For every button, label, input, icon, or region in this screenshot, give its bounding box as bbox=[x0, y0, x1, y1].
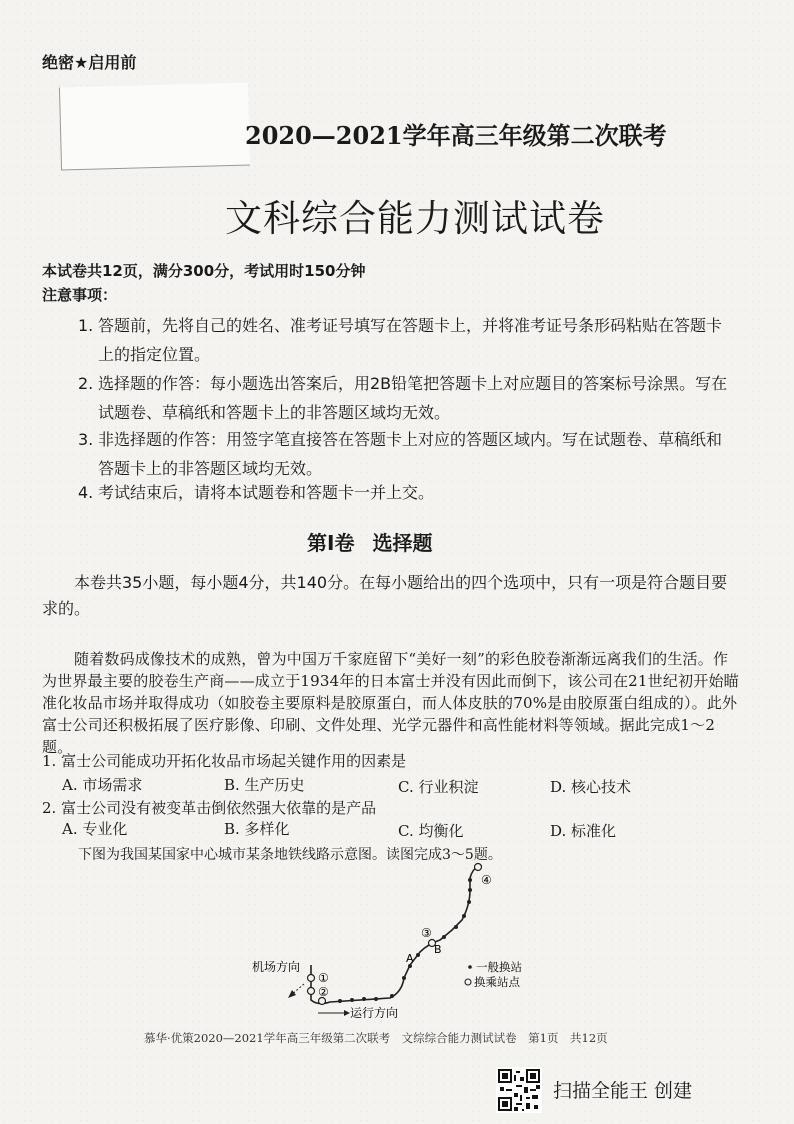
option-a: A. 专业化 bbox=[62, 820, 128, 838]
airport-direction-label: 机场方向 bbox=[252, 960, 301, 974]
option-c: C. 行业积淀 bbox=[398, 778, 479, 796]
legend-transfer-circle bbox=[465, 979, 471, 985]
station-a-label: A bbox=[406, 952, 414, 965]
arrow-head-icon bbox=[288, 990, 296, 998]
option-d: D. 核心技术 bbox=[550, 778, 632, 796]
question-stem: 1. 富士公司能成功开拓化妆品市场起关键作用的因素是 bbox=[42, 752, 407, 770]
legend-transfer-label: 换乘站点 bbox=[474, 975, 520, 989]
option-b: B. 多样化 bbox=[224, 820, 290, 838]
notice-text: 非选择题的作答：用签字笔直接答在答题卡上对应的答题区域内。写在试题卷、草稿纸和答题卡上的非答题区域均无效。 bbox=[98, 430, 723, 478]
notice-text: 选择题的作答：每小题选出答案后，用2B铅笔把答题卡上对应题目的答案标号涂黑。写在试题卷、草稿纸和答题卡上的非答题区域均无效。 bbox=[98, 374, 728, 422]
station-1-label: ① bbox=[318, 971, 329, 985]
section-part: 第Ⅰ卷 bbox=[307, 531, 355, 555]
metro-route-line bbox=[311, 866, 482, 1004]
secret-label: 绝密★启用前 bbox=[42, 53, 137, 72]
section-intro: 本卷共35小题，每小题4分，共140分。在每小题给出的四个选项中，只有一项是符合题目要求的。 bbox=[42, 573, 728, 618]
run-direction-label: 运行方向 bbox=[350, 1006, 399, 1020]
page-footer: 慕华·优策2020—2021学年高三年级第二次联考 文综综合能力测试试卷 第1页 共12页 bbox=[144, 1031, 608, 1045]
notice-text: 考试结束后，请将本试题卷和答题卡一并上交。 bbox=[98, 483, 435, 502]
notice-number: 2. bbox=[78, 374, 94, 393]
option-b: B. 生产历史 bbox=[224, 776, 305, 794]
legend-normal-dot bbox=[468, 965, 472, 969]
normal-stations bbox=[338, 878, 472, 1003]
notice-title: 注意事项： bbox=[42, 286, 118, 304]
material-paragraph: 随着数码成像技术的成熟，曾为中国万千家庭留下“美好一刻”的彩色胶卷渐渐远离我们的生活。作为世界最主要的胶卷生产商——成立于1934年的日本富士并没有因此而倒下，该公司在21世纪初开始瞄准化妆品市场并取得成功（如胶卷主要原料是胶原蛋白，而人体皮肤的70%是由胶原蛋白组成的）。此外富士公司还积极拓展了医疗影像、印刷、文件处理、光学元器件和高性能材料等领域。据此完成1～2题。 bbox=[42, 650, 739, 756]
map-caption: 下图为我国某国家中心城市某条地铁线路示意图。读图完成3～5题。 bbox=[78, 847, 502, 863]
option-d: D. 标准化 bbox=[550, 822, 617, 840]
option-a: A. 市场需求 bbox=[62, 776, 143, 794]
station-4-label: ④ bbox=[481, 873, 492, 887]
transfer-stations bbox=[308, 864, 482, 1005]
station-2-label: ② bbox=[318, 985, 329, 999]
paper-title: 文科综合能力测试试卷 bbox=[225, 197, 605, 240]
section-name: 选择题 bbox=[372, 531, 433, 555]
station-b-label: B bbox=[434, 943, 442, 956]
exam-info: 本试卷共12页，满分300分，考试用时150分钟 bbox=[42, 262, 366, 280]
qr-code-icon bbox=[496, 1067, 542, 1113]
option-c: C. 均衡化 bbox=[398, 822, 464, 840]
notice-number: 3. bbox=[78, 430, 94, 449]
legend-normal-label: 一般换站 bbox=[476, 960, 522, 974]
question-stem: 2. 富士公司没有被变革击倒依然强大依靠的是产品 bbox=[42, 799, 377, 817]
notice-text: 答题前，先将自己的姓名、准考证号填写在答题卡上，并将准考证号条形码粘贴在答题卡上的指定位置。 bbox=[98, 316, 723, 364]
notice-number: 1. bbox=[78, 316, 94, 335]
notice-number: 4. bbox=[78, 483, 94, 502]
station-3-label: ③ bbox=[421, 926, 432, 940]
camscanner-label: 扫描全能王 创建 bbox=[553, 1080, 693, 1102]
exam-title: 2020—2021学年高三年级第二次联考 bbox=[245, 121, 667, 150]
